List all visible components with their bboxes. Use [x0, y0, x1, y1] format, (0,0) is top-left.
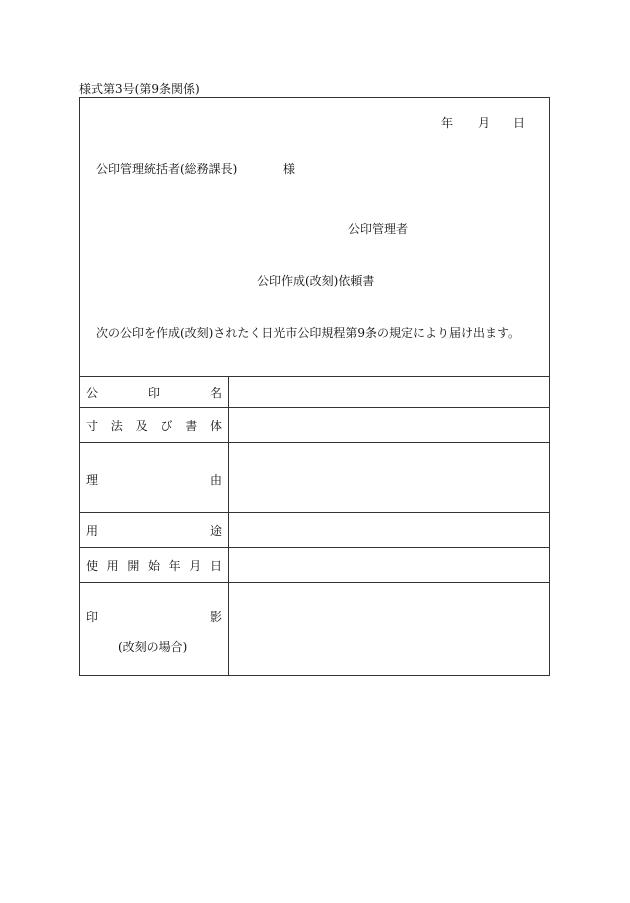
label-size-and-font: 寸 法 及 び 書 体 [86, 419, 222, 433]
row-divider [80, 547, 549, 548]
row-divider [80, 376, 549, 377]
label-usage: 用 途 [86, 524, 222, 538]
label-seal-name: 公 印 名 [86, 386, 222, 400]
date-month-label: 月 [478, 116, 491, 130]
document-title: 公印作成(改刻)依頼書 [257, 274, 375, 288]
row-divider [80, 407, 549, 408]
form-number: 様式第3号(第9条関係) [79, 82, 200, 96]
row-divider [80, 512, 549, 513]
addressee-honorific: 様 [283, 162, 296, 176]
row-divider [80, 442, 549, 443]
label-start-date: 使 用 開 始 年 月 日 [86, 559, 222, 573]
label-seal-impression: 印 影 [86, 610, 222, 624]
column-divider [228, 376, 229, 675]
addressee-name: 公印管理統括者(総務課長) [96, 162, 238, 176]
request-form-frame [79, 97, 550, 676]
impression-note: (改刻の場合) [118, 640, 188, 654]
row-divider [80, 582, 549, 583]
body-text: 次の公印を作成(改刻)されたく日光市公印規程第9条の規定により届け出ます。 [96, 326, 521, 340]
date-day-label: 日 [513, 116, 526, 130]
label-reason: 理 由 [86, 473, 222, 487]
applicant-label: 公印管理者 [348, 222, 409, 236]
date-year-label: 年 [441, 116, 454, 130]
